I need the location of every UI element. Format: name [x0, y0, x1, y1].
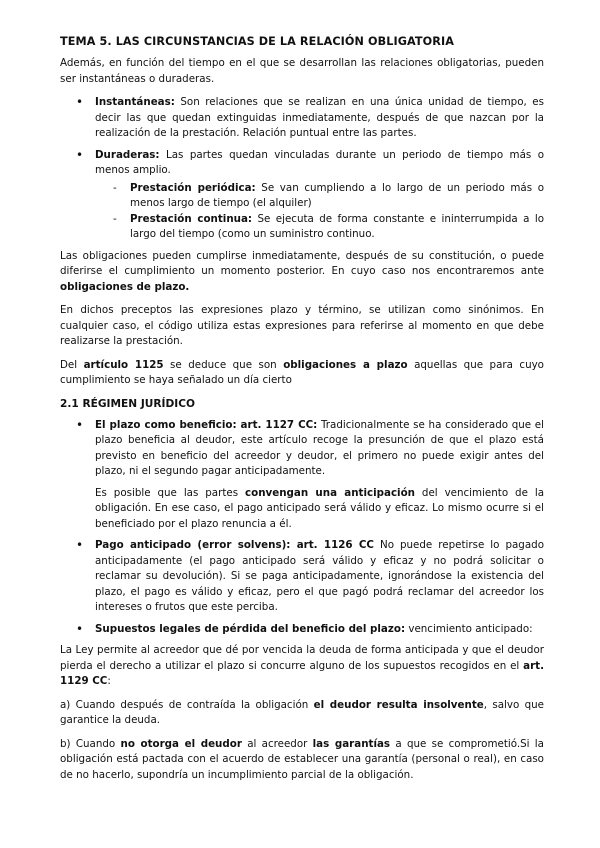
regimen-list: [60, 418, 544, 638]
term-label: Instantáneas:: [95, 96, 175, 108]
paragraph-anticipacion: Es posible que las partes convengan una anticipación del vencimiento de la obligación. En ese caso, el pago anticipado será válido y eficaz. Lo mismo ocurre si el beneficiado por el plazo renuncia a él.: [95, 486, 545, 530]
duraderas-sublist: [95, 181, 544, 243]
list-item-instantaneas: [60, 95, 544, 142]
term-text: Se ejecuta de forma constante e ininterrumpida a lo largo del tiempo (como un suministro continuo.: [130, 212, 545, 240]
list-item-pago-anticipado: • Pago anticipado (error solvens): art. 1126 CC No puede repetirse lo pagado anticipadamente (el pago anticipado será válido y eficaz y no podrá solicitar o reclamar su devolución). Si se paga anticipadamente, ignorándose la existencia del plazo, el pago es válido y eficaz, pero el que pagó podrá reclamar del acreedor los intereses o frutos que este perciba.: [60, 538, 544, 616]
paragraph-plazo-termino: En dichos preceptos las expresiones plazo y término, se utilizan como sinónimos. En cualquier caso, el código utiliza estas expresiones para referirse al momento en que debe realizarse la prestación.: [60, 304, 544, 347]
list-item-plazo-beneficio: • El plazo como beneficio: art. 1127 CC: Tradicionalmente se ha considerado que el plazo beneficia al deudor, este artículo recoge la presunción de que el plazo está previsto en beneficio del acreedor y deudor, el primero no puede exigir antes del plazo, ni el segundo pagar anticipadamente. Es posible que las partes convengan una anticipación del vencimiento de la obligación. En ese caso, el pago anticipado será válido y eficaz. Lo mismo ocurre si el beneficiado por el plazo renuncia a él.: [60, 418, 544, 533]
intro-paragraph: Además, en función del tiempo en el que se desarrollan las relaciones obligatorias, pueden ser instantáneas o duraderas.: [60, 57, 544, 85]
paragraph-supuesto-b: b) Cuando no otorga el deudor al acreedor las garantías a que se comprometió.Si la obligación está pactada con el acuerdo de establecer una garantía (personal o real), en caso de no hacerlo, supondría un incumplimiento parcial de la obligación.: [60, 737, 544, 781]
sublist-item-continua: [95, 212, 544, 243]
term-label: Prestación periódica:: [130, 181, 256, 194]
relation-types-list: [60, 95, 544, 243]
list-item-perdida-beneficio: • Supuestos legales de pérdida del beneficio del plazo: vencimiento anticipado:: [60, 622, 544, 638]
paragraph-supuesto-a: a) Cuando después de contraída la obligación el deudor resulta insolvente, salvo que garantice la deuda.: [60, 698, 544, 726]
document-page: [60, 34, 544, 791]
term-text: Se van cumpliendo a lo largo de un periodo más o menos largo de tiempo (el alquiler): [130, 181, 544, 209]
paragraph-articulo-1129: La Ley permite al acreedor que dé por vencida la deuda de forma anticipada y que el deudor pierda el derecho a utilizar el plazo si concurre alguno de los supuestos recogidos en el art. 1129 CC:: [60, 644, 544, 687]
sublist-item-periodica: [95, 181, 544, 212]
paragraph-articulo-1125: Del artículo 1125 se deduce que son obligaciones a plazo aquellas que para cuyo cumplimiento se haya señalado un día cierto: [60, 358, 544, 386]
term-label: Duraderas:: [95, 148, 160, 161]
term-label: Prestación continua:: [130, 212, 253, 225]
section-heading: 2.1 RÉGIMEN JURÍDICO: [60, 397, 195, 410]
paragraph-obligaciones-plazo: Las obligaciones pueden cumplirse inmediatamente, después de su constitución, o puede diferirse el cumplimiento un momento posterior. En cuyo caso nos encontraremos ante obligaciones de plazo.: [60, 249, 544, 293]
page-title: TEMA 5. LAS CIRCUNSTANCIAS DE LA RELACIÓN OBLIGATORIA: [60, 35, 454, 48]
list-item-duraderas: [60, 148, 544, 243]
term-text: Las partes quedan vinculadas durante un periodo de tiempo más o menos amplio.: [95, 148, 544, 176]
term-text: Son relaciones que se realizan en una única unidad de tiempo, es decir las que quedan extinguidas inmediatamente, después de que nazcan por la realización de la prestación. Relación puntual entre las partes.: [95, 96, 544, 139]
